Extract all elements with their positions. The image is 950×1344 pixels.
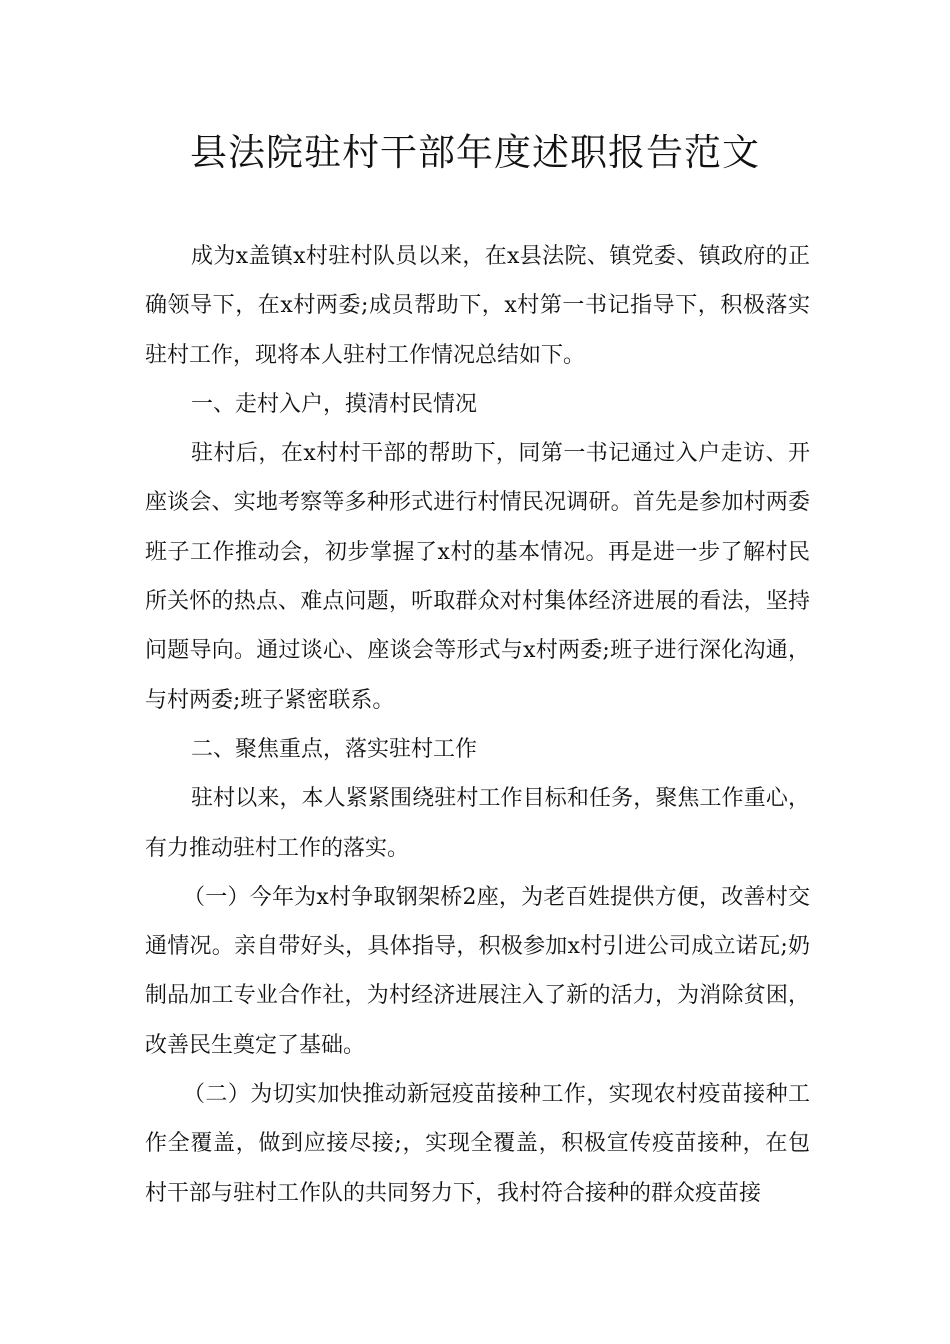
- body-paragraph: 驻村后，在x村村干部的帮助下，同第一书记通过入户走访、开座谈会、实地考察等多种形式进行村情民况调研。首先是参加村两委班子工作推动会，初步掌握了x村的基本情况。再是进一步了解村民所关怀的热点、难点问题，听取群众对村集体经济进展的看法，坚持问题导向。通过谈心、座谈会等形式与x村两委;班子进行深化沟通，与村两委;班子紧密联系。: [145, 441, 810, 713]
- body-paragraph: 驻村以来，本人紧紧围绕驻村工作目标和任务，聚焦工作重心，有力推动驻村工作的落实。: [145, 786, 810, 861]
- document-title: 县法院驻村干部年度述职报告范文: [190, 131, 760, 174]
- document-body: [145, 232, 810, 1218]
- subsection-paragraph-1: （一）今年为x村争取钢架桥2座，为老百姓提供方便，改善村交通情况。亲自带好头，具体指导，积极参加x村引进公司成立诺瓦;奶制品加工专业合作社，为村经济进展注入了新的活力，为消除贫困，改善民生奠定了基础。: [145, 884, 810, 1058]
- intro-paragraph: 成为x盖镇x村驻村队员以来，在x县法院、镇党委、镇政府的正确领导下，在x村两委;成员帮助下，x村第一书记指导下，积极落实驻村工作，现将本人驻村工作情况总结如下。: [145, 244, 810, 368]
- section-heading-2: 二、聚焦重点，落实驻村工作: [191, 736, 478, 762]
- subsection-paragraph-2: （二）为切实加快推动新冠疫苗接种工作，实现农村疫苗接种工作全覆盖，做到应接尽接;，实现全覆盖，积极宣传疫苗接种，在包村干部与驻村工作队的共同努力下，我村符合接种的群众疫苗接: [145, 1082, 810, 1206]
- section-heading-1: 一、走村入户，摸清村民情况: [191, 391, 478, 417]
